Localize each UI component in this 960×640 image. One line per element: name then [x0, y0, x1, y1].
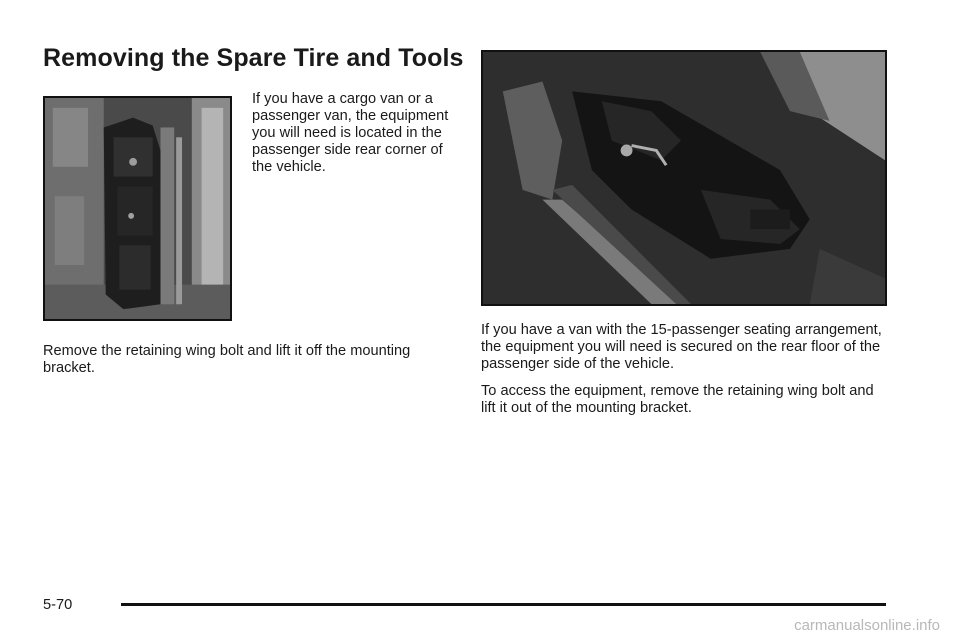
cargo-van-instruction: Remove the retaining wing bolt and lift it off the mounting bracket.	[43, 343, 411, 376]
footer-rule	[121, 603, 886, 606]
fifteen-passenger-instruction: To access the equipment, remove the retaining wing bolt and lift it out of the mounting bracket.	[481, 383, 874, 416]
page-number: 5-70	[43, 597, 73, 613]
watermark: carmanualsonline.info	[794, 617, 940, 634]
cargo-van-paragraph: If you have a cargo van or a passenger van, the equipment you will need is located in the passenger side rear corner of the vehicle.	[252, 91, 449, 175]
fifteen-passenger-equipment-photo	[481, 50, 887, 306]
page-title: Removing the Spare Tire and Tools	[43, 44, 464, 72]
cargo-van-equipment-illustration	[45, 98, 230, 319]
cargo-van-equipment-photo	[43, 96, 232, 321]
fifteen-passenger-equipment-illustration	[483, 52, 885, 304]
fifteen-passenger-paragraph: If you have a van with the 15-passenger seating arrangement, the equipment you will need is secured on the rear floor of the passenger side of the vehicle.	[481, 322, 882, 372]
